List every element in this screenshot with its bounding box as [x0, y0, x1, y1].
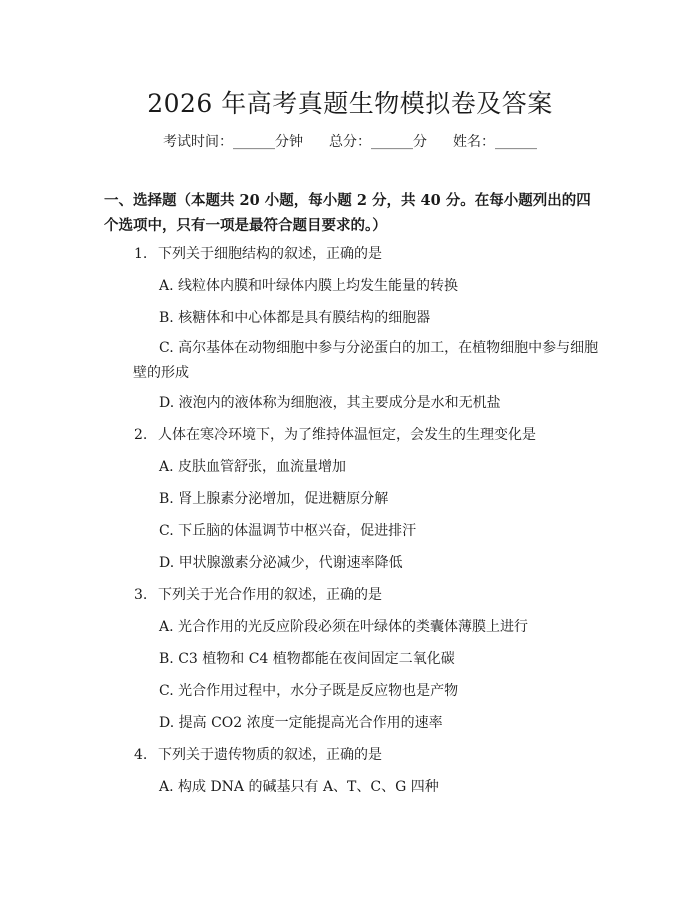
- exam-time: 考试时间：______分钟: [163, 134, 303, 150]
- q3-option-d: D. 提高 CO2 浓度一定能提高光合作用的速率: [159, 715, 443, 731]
- question-number: 2.: [134, 427, 148, 443]
- student-name: 姓名：______: [453, 134, 537, 150]
- question-stem: 下列关于遗传物质的叙述，正确的是: [158, 747, 382, 763]
- question-stem: 下列关于细胞结构的叙述，正确的是: [158, 246, 382, 262]
- exam-meta: [0, 131, 700, 151]
- q3-option-c: C. 光合作用过程中，水分子既是反应物也是产物: [159, 683, 459, 699]
- question-2: [134, 424, 536, 444]
- q1-option-a: A. 线粒体内膜和叶绿体内膜上均发生能量的转换: [159, 278, 459, 294]
- page-title: 2026 年高考真题生物模拟卷及答案: [147, 89, 553, 118]
- q2-option-a: A. 皮肤血管舒张，血流量增加: [159, 459, 347, 475]
- question-stem: 下列关于光合作用的叙述，正确的是: [158, 587, 382, 603]
- question-number: 3.: [134, 587, 148, 603]
- q3-option-a: A. 光合作用的光反应阶段必须在叶绿体的类囊体薄膜上进行: [159, 619, 529, 635]
- question-number: 1.: [134, 246, 148, 262]
- question-number: 4.: [134, 747, 148, 763]
- q4-option-a: A. 构成 DNA 的碱基只有 A、T、C、G 四种: [159, 779, 439, 795]
- section-heading: 一、选择题（本题共 20 小题，每小题 2 分，共 40 分。在每小题列出的四个选项中，只有一项是最符合题目要求的。）: [104, 192, 591, 234]
- q2-option-d: D. 甲状腺激素分泌减少，代谢速率降低: [159, 555, 403, 571]
- q1-option-b: B. 核糖体和中心体都是具有膜结构的细胞器: [159, 310, 431, 326]
- q2-option-b: B. 肾上腺素分泌增加，促进糖原分解: [159, 491, 389, 507]
- q1-option-c: C. 高尔基体在动物细胞中参与分泌蛋白的加工，在植物细胞中参与细胞壁的形成: [133, 340, 599, 381]
- q2-option-c: C. 下丘脑的体温调节中枢兴奋，促进排汗: [159, 523, 417, 539]
- exam-score: 总分：______分: [329, 134, 427, 150]
- q3-option-b: B. C3 植物和 C4 植物都能在夜间固定二氧化碳: [159, 651, 455, 667]
- question-4: [134, 744, 382, 764]
- q1-option-d: D. 液泡内的液体称为细胞液，其主要成分是水和无机盐: [159, 395, 501, 411]
- question-3: [134, 584, 382, 604]
- question-stem: 人体在寒冷环境下，为了维持体温恒定，会发生的生理变化是: [158, 427, 536, 443]
- question-1: [134, 243, 382, 263]
